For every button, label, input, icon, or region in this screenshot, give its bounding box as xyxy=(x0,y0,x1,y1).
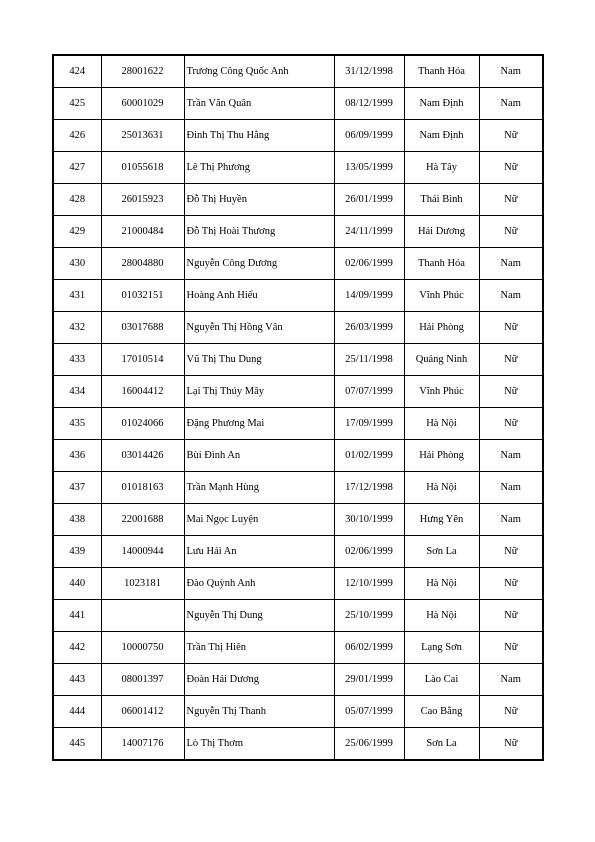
student-code-cell: 03017688 xyxy=(101,312,184,344)
province-cell: Cao Bằng xyxy=(404,696,479,728)
province-cell: Hà Nội xyxy=(404,600,479,632)
row-number-cell: 436 xyxy=(53,440,101,472)
row-number-cell: 438 xyxy=(53,504,101,536)
table-row xyxy=(53,504,543,536)
student-name-cell: Trần Văn Quân xyxy=(184,88,334,120)
birth-date-cell: 17/09/1999 xyxy=(334,408,404,440)
student-name-cell: Lò Thị Thơm xyxy=(184,728,334,761)
row-number-cell: 427 xyxy=(53,152,101,184)
student-code-cell: 01018163 xyxy=(101,472,184,504)
gender-cell: Nữ xyxy=(479,152,543,184)
student-code-cell: 06001412 xyxy=(101,696,184,728)
province-cell: Hưng Yên xyxy=(404,504,479,536)
row-number-cell: 426 xyxy=(53,120,101,152)
student-code-cell: 14007176 xyxy=(101,728,184,761)
row-number-cell: 428 xyxy=(53,184,101,216)
province-cell: Hà Nội xyxy=(404,408,479,440)
student-table xyxy=(52,54,544,761)
student-code-cell: 60001029 xyxy=(101,88,184,120)
row-number-cell: 435 xyxy=(53,408,101,440)
province-cell: Nam Định xyxy=(404,120,479,152)
table-row xyxy=(53,440,543,472)
birth-date-cell: 17/12/1998 xyxy=(334,472,404,504)
birth-date-cell: 26/01/1999 xyxy=(334,184,404,216)
row-number-cell: 429 xyxy=(53,216,101,248)
province-cell: Lạng Sơn xyxy=(404,632,479,664)
table-row xyxy=(53,120,543,152)
row-number-cell: 433 xyxy=(53,344,101,376)
gender-cell: Nữ xyxy=(479,120,543,152)
birth-date-cell: 08/12/1999 xyxy=(334,88,404,120)
birth-date-cell: 02/06/1999 xyxy=(334,536,404,568)
province-cell: Vĩnh Phúc xyxy=(404,376,479,408)
row-number-cell: 425 xyxy=(53,88,101,120)
birth-date-cell: 30/10/1999 xyxy=(334,504,404,536)
row-number-cell: 444 xyxy=(53,696,101,728)
province-cell: Nam Định xyxy=(404,88,479,120)
birth-date-cell: 13/05/1999 xyxy=(334,152,404,184)
table-row xyxy=(53,248,543,280)
table-row xyxy=(53,536,543,568)
province-cell: Thanh Hóa xyxy=(404,248,479,280)
student-name-cell: Lại Thị Thúy Mây xyxy=(184,376,334,408)
student-name-cell: Hoàng Anh Hiếu xyxy=(184,280,334,312)
student-name-cell: Trần Mạnh Hùng xyxy=(184,472,334,504)
province-cell: Sơn La xyxy=(404,728,479,761)
table-row xyxy=(53,472,543,504)
province-cell: Thái Bình xyxy=(404,184,479,216)
table-row xyxy=(53,664,543,696)
student-name-cell: Đỗ Thị Huyền xyxy=(184,184,334,216)
gender-cell: Nữ xyxy=(479,344,543,376)
student-code-cell: 28001622 xyxy=(101,55,184,88)
birth-date-cell: 02/06/1999 xyxy=(334,248,404,280)
student-name-cell: Trương Công Quốc Anh xyxy=(184,55,334,88)
student-name-cell: Nguyễn Thị Hồng Vân xyxy=(184,312,334,344)
table-row xyxy=(53,280,543,312)
birth-date-cell: 07/07/1999 xyxy=(334,376,404,408)
student-code-cell: 22001688 xyxy=(101,504,184,536)
table-row xyxy=(53,55,543,88)
gender-cell: Nam xyxy=(479,504,543,536)
student-name-cell: Đinh Thị Thu Hằng xyxy=(184,120,334,152)
student-name-cell: Nguyễn Thị Dung xyxy=(184,600,334,632)
student-name-cell: Trần Thị Hiên xyxy=(184,632,334,664)
student-code-cell: 01032151 xyxy=(101,280,184,312)
student-name-cell: Đoàn Hải Dương xyxy=(184,664,334,696)
row-number-cell: 424 xyxy=(53,55,101,88)
gender-cell: Nữ xyxy=(479,312,543,344)
row-number-cell: 445 xyxy=(53,728,101,761)
birth-date-cell: 06/02/1999 xyxy=(334,632,404,664)
table-row xyxy=(53,568,543,600)
student-code-cell: 01024066 xyxy=(101,408,184,440)
student-name-cell: Lưu Hải An xyxy=(184,536,334,568)
row-number-cell: 443 xyxy=(53,664,101,696)
birth-date-cell: 26/03/1999 xyxy=(334,312,404,344)
student-name-cell: Đặng Phương Mai xyxy=(184,408,334,440)
table-row xyxy=(53,88,543,120)
birth-date-cell: 31/12/1998 xyxy=(334,55,404,88)
row-number-cell: 434 xyxy=(53,376,101,408)
student-code-cell: 25013631 xyxy=(101,120,184,152)
student-code-cell: 10000750 xyxy=(101,632,184,664)
gender-cell: Nữ xyxy=(479,600,543,632)
province-cell: Hải Phòng xyxy=(404,440,479,472)
table-row xyxy=(53,184,543,216)
gender-cell: Nữ xyxy=(479,728,543,761)
table-row xyxy=(53,152,543,184)
province-cell: Vĩnh Phúc xyxy=(404,280,479,312)
row-number-cell: 437 xyxy=(53,472,101,504)
student-name-cell: Đào Quỳnh Anh xyxy=(184,568,334,600)
table-row xyxy=(53,344,543,376)
gender-cell: Nữ xyxy=(479,184,543,216)
student-code-cell: 21000484 xyxy=(101,216,184,248)
gender-cell: Nam xyxy=(479,472,543,504)
province-cell: Hải Phòng xyxy=(404,312,479,344)
gender-cell: Nữ xyxy=(479,408,543,440)
province-cell: Quảng Ninh xyxy=(404,344,479,376)
table-row xyxy=(53,728,543,761)
student-name-cell: Lê Thị Phương xyxy=(184,152,334,184)
province-cell: Sơn La xyxy=(404,536,479,568)
row-number-cell: 432 xyxy=(53,312,101,344)
student-name-cell: Mai Ngọc Luyện xyxy=(184,504,334,536)
row-number-cell: 440 xyxy=(53,568,101,600)
gender-cell: Nam xyxy=(479,248,543,280)
province-cell: Lào Cai xyxy=(404,664,479,696)
row-number-cell: 439 xyxy=(53,536,101,568)
birth-date-cell: 14/09/1999 xyxy=(334,280,404,312)
student-name-cell: Vũ Thị Thu Dung xyxy=(184,344,334,376)
student-code-cell: 14000944 xyxy=(101,536,184,568)
gender-cell: Nam xyxy=(479,280,543,312)
student-code-cell: 01055618 xyxy=(101,152,184,184)
gender-cell: Nam xyxy=(479,664,543,696)
gender-cell: Nữ xyxy=(479,568,543,600)
birth-date-cell: 25/11/1998 xyxy=(334,344,404,376)
table-row xyxy=(53,632,543,664)
province-cell: Hải Dương xyxy=(404,216,479,248)
province-cell: Thanh Hóa xyxy=(404,55,479,88)
table-row xyxy=(53,600,543,632)
student-code-cell: 26015923 xyxy=(101,184,184,216)
student-name-cell: Bùi Đình An xyxy=(184,440,334,472)
student-code-cell: 28004880 xyxy=(101,248,184,280)
student-table-body xyxy=(53,55,543,760)
table-row xyxy=(53,408,543,440)
gender-cell: Nữ xyxy=(479,216,543,248)
birth-date-cell: 24/11/1999 xyxy=(334,216,404,248)
birth-date-cell: 25/10/1999 xyxy=(334,600,404,632)
birth-date-cell: 25/06/1999 xyxy=(334,728,404,761)
birth-date-cell: 12/10/1999 xyxy=(334,568,404,600)
province-cell: Hà Nội xyxy=(404,472,479,504)
gender-cell: Nữ xyxy=(479,632,543,664)
birth-date-cell: 29/01/1999 xyxy=(334,664,404,696)
student-code-cell: 16004412 xyxy=(101,376,184,408)
table-row xyxy=(53,216,543,248)
table-row xyxy=(53,312,543,344)
student-code-cell: 08001397 xyxy=(101,664,184,696)
gender-cell: Nam xyxy=(479,55,543,88)
table-row xyxy=(53,696,543,728)
gender-cell: Nam xyxy=(479,440,543,472)
row-number-cell: 431 xyxy=(53,280,101,312)
student-code-cell: 1023181 xyxy=(101,568,184,600)
birth-date-cell: 01/02/1999 xyxy=(334,440,404,472)
row-number-cell: 441 xyxy=(53,600,101,632)
student-name-cell: Nguyễn Thị Thanh xyxy=(184,696,334,728)
row-number-cell: 442 xyxy=(53,632,101,664)
birth-date-cell: 06/09/1999 xyxy=(334,120,404,152)
birth-date-cell: 05/07/1999 xyxy=(334,696,404,728)
student-name-cell: Nguyễn Công Dương xyxy=(184,248,334,280)
student-name-cell: Đỗ Thị Hoài Thương xyxy=(184,216,334,248)
province-cell: Hà Nội xyxy=(404,568,479,600)
row-number-cell: 430 xyxy=(53,248,101,280)
student-code-cell xyxy=(101,600,184,632)
gender-cell: Nữ xyxy=(479,696,543,728)
gender-cell: Nữ xyxy=(479,376,543,408)
gender-cell: Nam xyxy=(479,88,543,120)
province-cell: Hà Tây xyxy=(404,152,479,184)
gender-cell: Nữ xyxy=(479,536,543,568)
table-row xyxy=(53,376,543,408)
student-code-cell: 03014426 xyxy=(101,440,184,472)
student-code-cell: 17010514 xyxy=(101,344,184,376)
